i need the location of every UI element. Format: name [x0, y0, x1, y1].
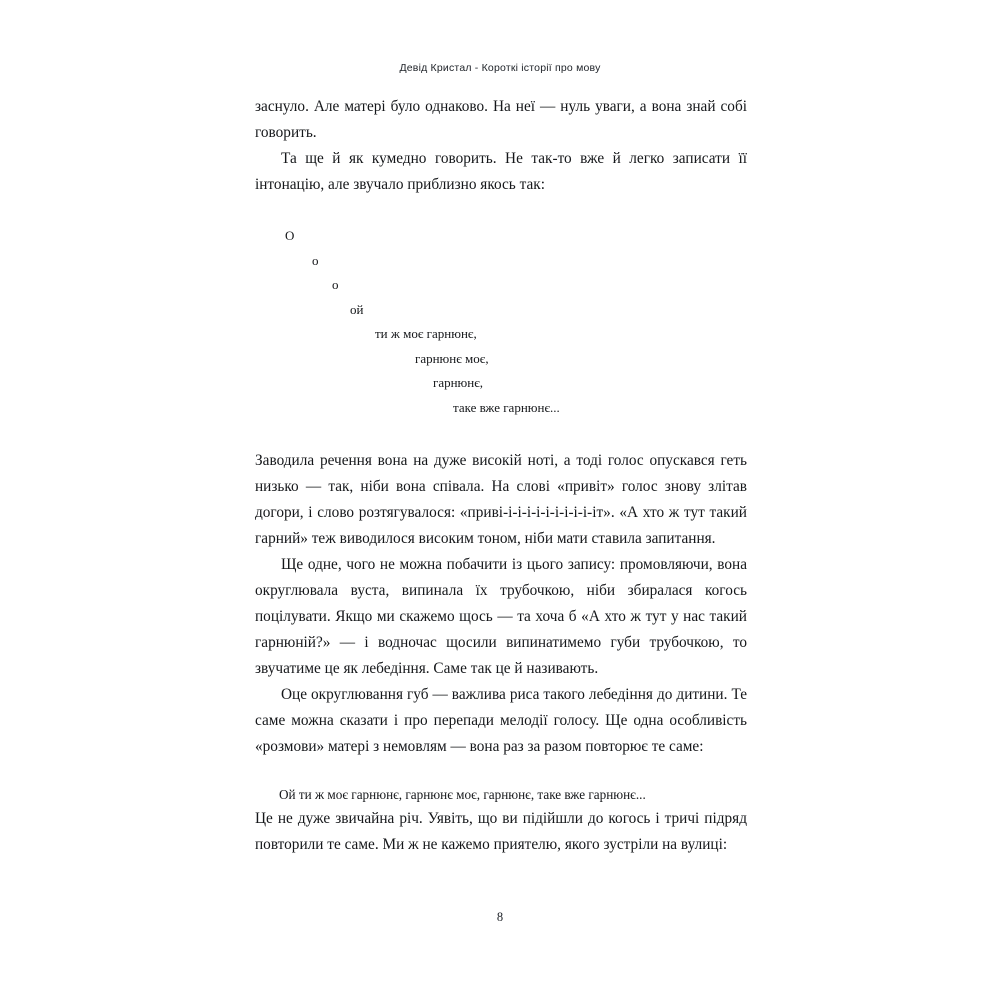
text-column: [255, 94, 747, 858]
paragraph: Це не дуже звичайна річ. Уявіть, що ви підійшли до когось і тричі підряд повторили те саме. Ми ж не кажемо приятелю, якого зустріли на вулиці:: [255, 810, 747, 853]
paragraph: Заводила речення вона на дуже високій ноті, а тоді голос опускався геть низько — так, ніби вона співала. На слові «привіт» голос знову злітав догори, і слово розтягувалося: «приві-і-і-і-і-і-і-і-і-і-іт». «А хто ж тут такий гарний» теж виводилося високим тоном, ніби мати ставила запитання.: [255, 452, 747, 547]
paragraph: Ще одне, чого не можна побачити із цього запису: промовляючи, вона округлювала вуста, випинала їх трубочкою, ніби збиралася когось поцілувати. Якщо ми скажемо щось — та хоча б «А хто ж тут у нас такий гарнюній?» — і водночас щосили випинатимемо губи трубочкою, то звучатиме це як лебедіння. Саме так це й називають.: [255, 556, 747, 677]
verse-line: ой: [350, 301, 364, 317]
verse-line: таке вже гарнюнє...: [453, 399, 560, 415]
verse-line: о: [332, 277, 339, 292]
verse-line: гарнюнє,: [433, 375, 484, 390]
verse-line: ти ж моє гарнюнє,: [375, 326, 477, 341]
spacer: [255, 420, 747, 448]
verse-line: О: [285, 228, 295, 243]
paragraph: Оце округлювання губ — важлива риса такого лебедіння до дитини. Те саме можна сказати і про перепади мелодії голосу. Ще одна особливість «розмови» матері з немовлям — вона раз за разом повторює те саме:: [255, 686, 747, 755]
paragraph: Та ще й як кумедно говорить. Не так-то вже й легко записати її інтонацію, але звучало приблизно якось так:: [255, 150, 747, 193]
running-head: Девід Кристал - Короткі історії про мову: [399, 62, 601, 74]
paragraph: заснуло. Але матері було однаково. На неї — нуль уваги, а вона знай собі говорить.: [255, 98, 747, 141]
verse-line: о: [312, 252, 319, 268]
quote-block: Ой ти ж моє гарнюнє, гарнюнє моє, гарнюнє, таке вже гарнюнє...: [279, 787, 646, 802]
verse-line: гарнюнє моє,: [415, 350, 489, 366]
verse-block: [255, 224, 747, 420]
page-number: 8: [496, 910, 504, 924]
